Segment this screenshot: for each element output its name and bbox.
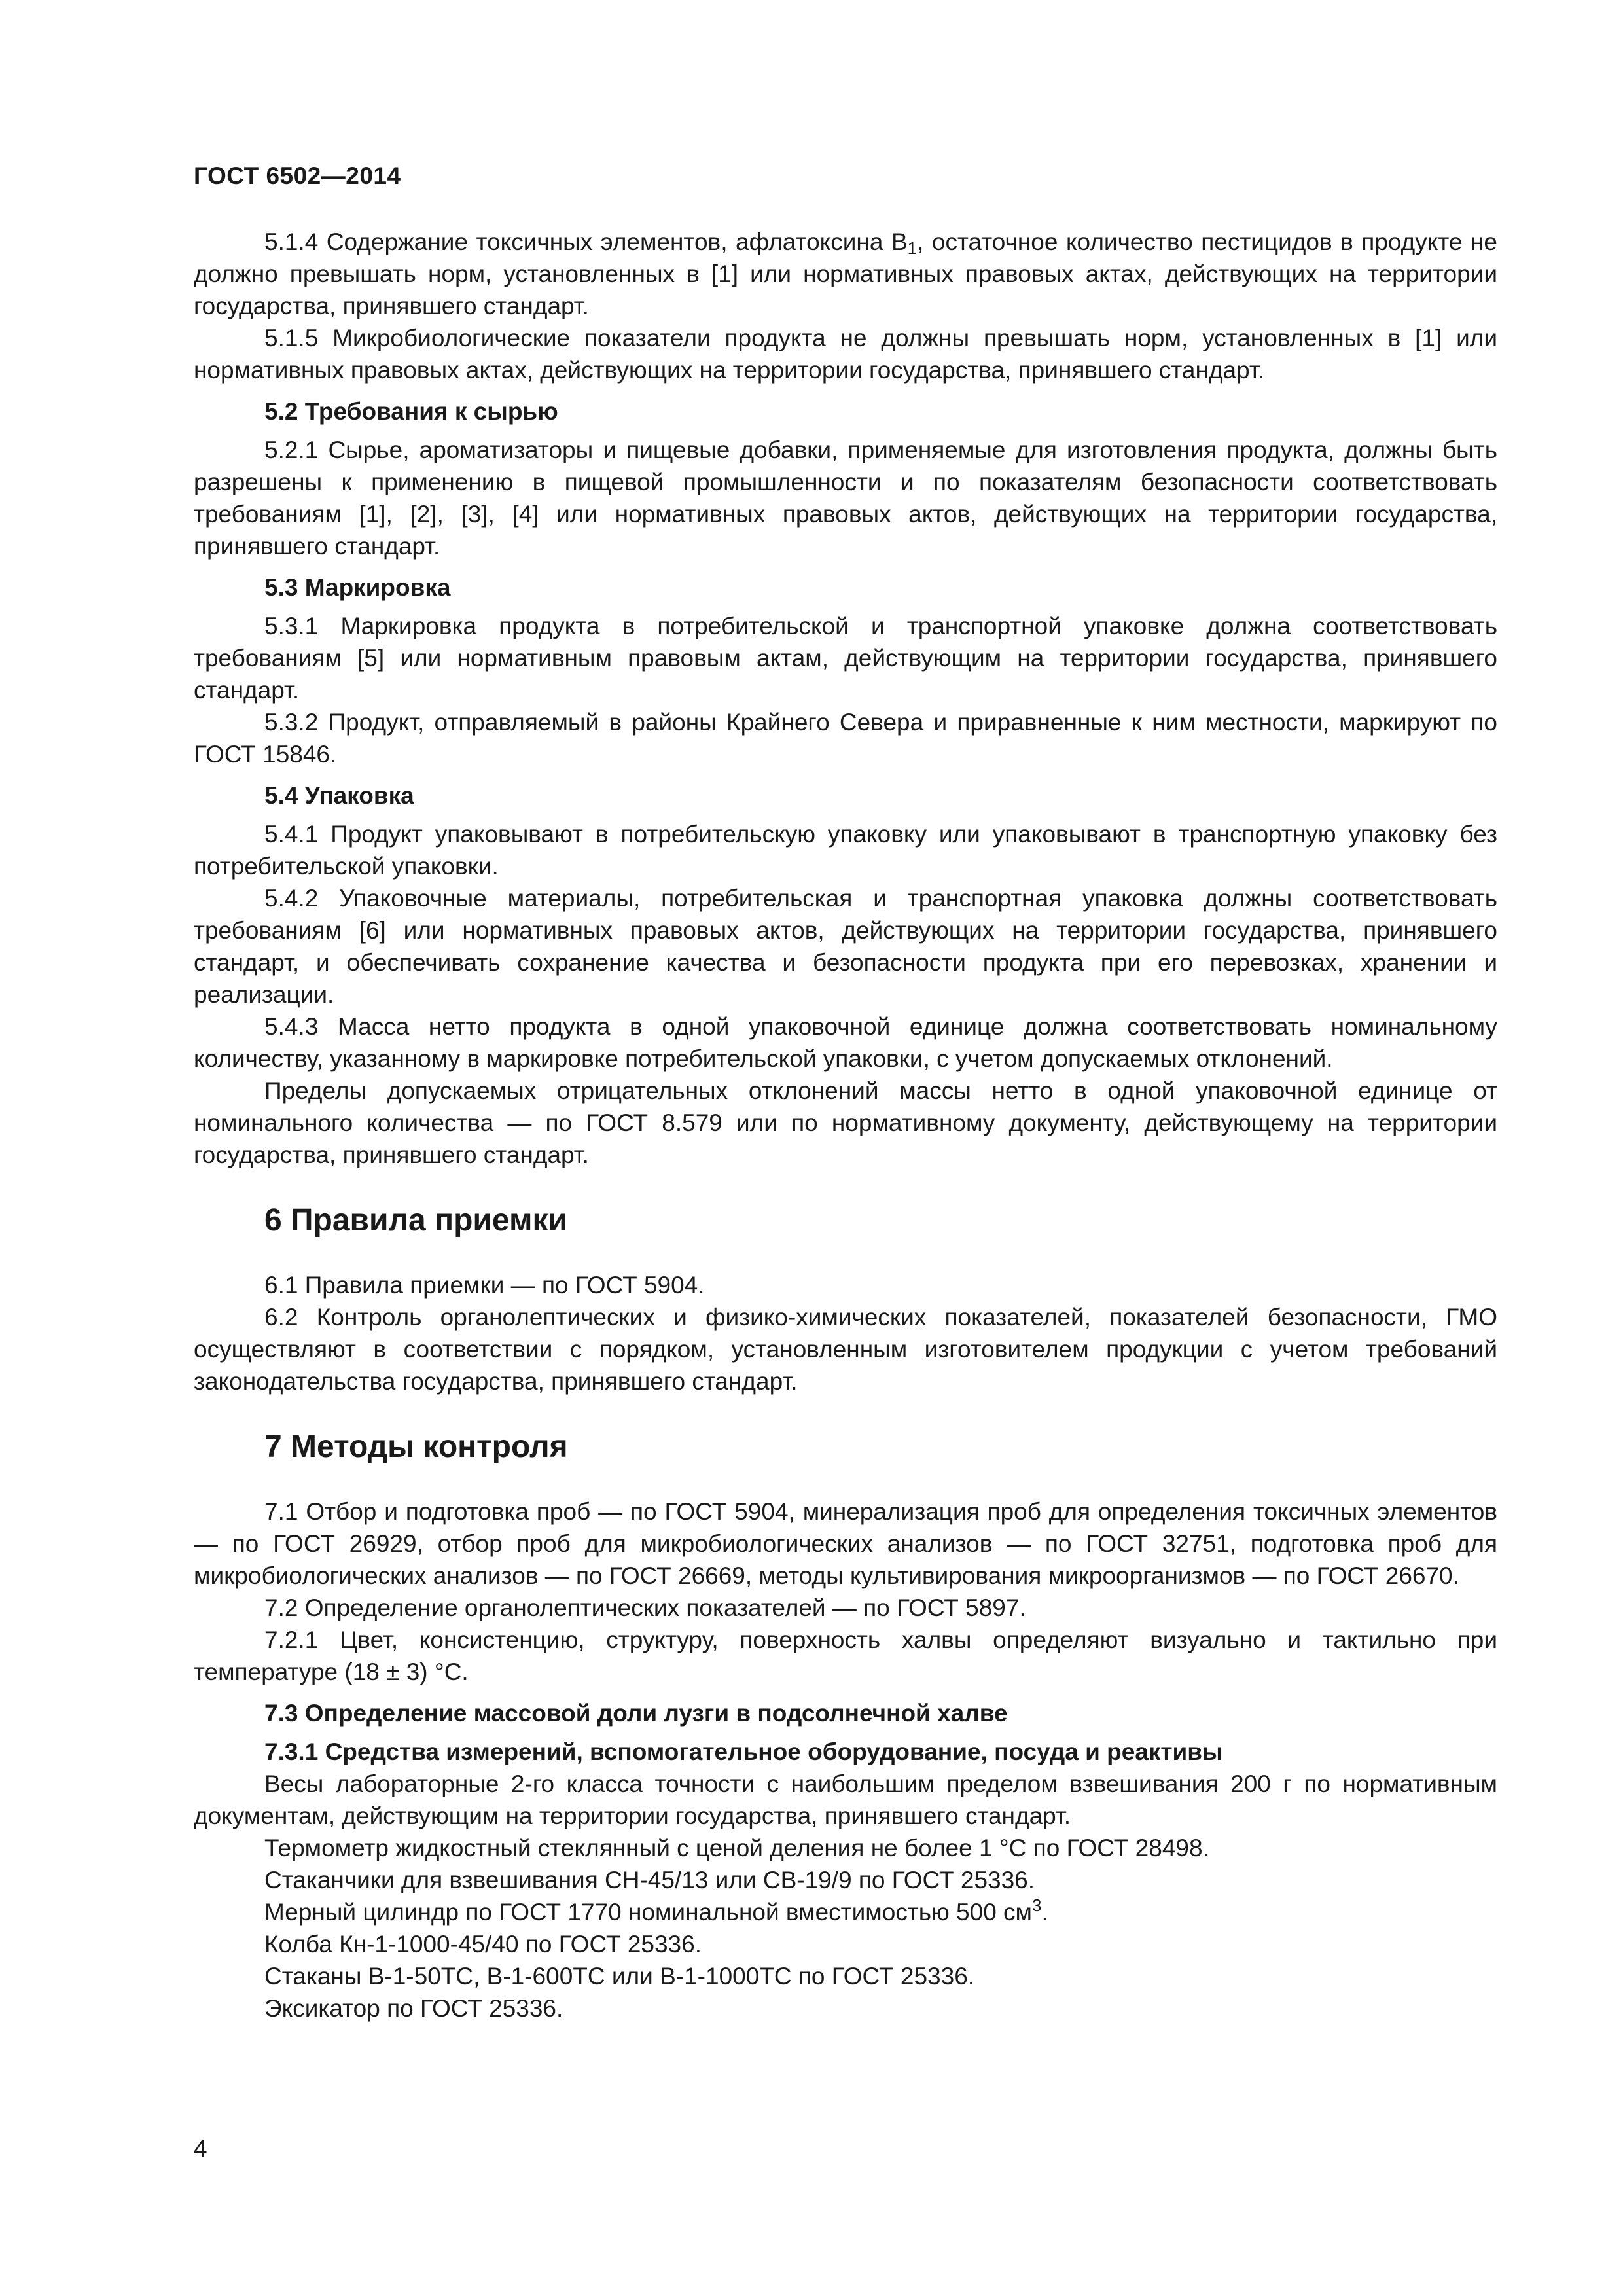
paragraph-scales: Весы лабораторные 2-го класса точности с наибольшим пределом взвешивания 200 г по нормативным документам, действующим на территории государства, принявшего стандарт. [194,1770,1497,1829]
paragraph-5-4-2: 5.4.2 Упаковочные материалы, потребительская и транспортная упаковка должны соответствовать требованиям [6] или нормативных правовых актов, действующих на территории государства, принявшего стандарт, и обеспечивать сохранение качества и безопасности продукта при его перевозках, хранении и реализации. [194,885,1497,1008]
standard-header: ГОСТ 6502—2014 [194,162,401,189]
heading-5-3: 5.3 Маркировка [264,574,451,601]
paragraph-5-4-3: 5.4.3 Масса нетто продукта в одной упаковочной единице должна соответствовать номинальному количеству, указанному в маркировке потребительской упаковки, с учетом допускаемых отклонений. [194,1013,1497,1072]
page-number: 4 [194,2135,207,2162]
paragraph-7-2-1: 7.2.1 Цвет, консистенцию, структуру, поверхность халвы определяют визуально и тактильно при температуре (18 ± 3) °C. [194,1626,1497,1685]
paragraph-7-2: 7.2 Определение органолептических показателей — по ГОСТ 5897. [264,1594,1026,1621]
item-desiccator: Эксикатор по ГОСТ 25336. [264,1995,563,2022]
document-body [194,226,1497,2024]
heading-section-7: 7 Методы контроля [264,1429,568,1464]
item-flask: Колба Кн-1-1000-45/40 по ГОСТ 25336. [264,1931,702,1958]
paragraph-5-4-1: 5.4.1 Продукт упаковывают в потребительскую упаковку или упаковывают в транспортную упаковку без потребительской упаковки. [194,821,1497,880]
paragraph-5-1-5: 5.1.5 Микробиологические показатели продукта не должны превышать норм, установленных в [1] или нормативных правовых актах, действующих на территории государства, принявшего стандарт. [194,325,1497,384]
item-measuring-cylinder: Мерный цилиндр по ГОСТ 1770 номинальной вместимостью 500 $см^3$. [264,1895,1048,1926]
paragraph-5-4-3-limits: Пределы допускаемых отрицательных отклонений массы нетто в одной упаковочной единице от номинального количества — по ГОСТ 8.579 или по нормативному документу, действующему на территории государства, принявшего стандарт. [194,1077,1497,1168]
paragraph-6-1: 6.1 Правила приемки — по ГОСТ 5904. [264,1272,705,1299]
paragraph-6-2: 6.2 Контроль органолептических и физико-химических показателей, показателей безопасности, ГМО осуществляют в соответствии с порядком, установленным изготовителем продукции с учетом требований законодательства государства, принявшего стандарт. [194,1304,1497,1395]
heading-5-4: 5.4 Упаковка [264,782,414,809]
paragraph-7-1: 7.1 Отбор и подготовка проб — по ГОСТ 5904, минерализация проб для определения токсичных элементов — по ГОСТ 26929, отбор проб для микробиологических анализов — по ГОСТ 32751, подготовка проб для микробиологических анализов — по ГОСТ 26669, методы культивирования микроорганизмов — по ГОСТ 26670. [194,1498,1497,1589]
item-weighing-cups: Стаканчики для взвешивания СН-45/13 или СВ-19/9 по ГОСТ 25336. [264,1867,1035,1893]
paragraph-5-3-1: 5.3.1 Маркировка продукта в потребительской и транспортной упаковке должна соответствовать требованиям [5] или нормативным правовым актам, действующим на территории государства, принявшего стандарт. [194,613,1497,704]
paragraph-5-2-1: 5.2.1 Сырье, ароматизаторы и пищевые добавки, применяемые для изготовления продукта, должны быть разрешены к применению в пищевой промышленности и по показателям безопасности соответствовать требованиям [1], [2], [3], [4] или нормативных правовых актов, действующих на территории государства, принявшего стандарт. [194,437,1497,560]
item-beakers: Стаканы В-1-50ТС, В-1-600ТС или В-1-1000ТС по ГОСТ 25336. [264,1963,975,1990]
heading-5-2: 5.2 Требования к сырью [264,398,558,425]
paragraph-5-3-2: 5.3.2 Продукт, отправляемый в районы Крайнего Севера и приравненные к ним местности, маркируют по ГОСТ 15846. [194,709,1497,768]
heading-section-6: 6 Правила приемки [264,1203,568,1238]
heading-7-3-1: 7.3.1 Средства измерений, вспомогательное оборудование, посуда и реактивы [264,1738,1223,1765]
heading-7-3: 7.3 Определение массовой доли лузги в подсолнечной халве [264,1700,1008,1727]
paragraph-5-1-4: 5.1.4 Содержание токсичных элементов, афлатоксина $B_1$, остаточное количество пестицидов в продукте не должно превышать норм, установленных в [1] или нормативных правовых актах, действующих на территории государства, принявшего стандарт. [194,228,1497,319]
item-thermometer: Термометр жидкостный стеклянный с ценой деления не более 1 °C по ГОСТ 28498. [264,1835,1209,1861]
